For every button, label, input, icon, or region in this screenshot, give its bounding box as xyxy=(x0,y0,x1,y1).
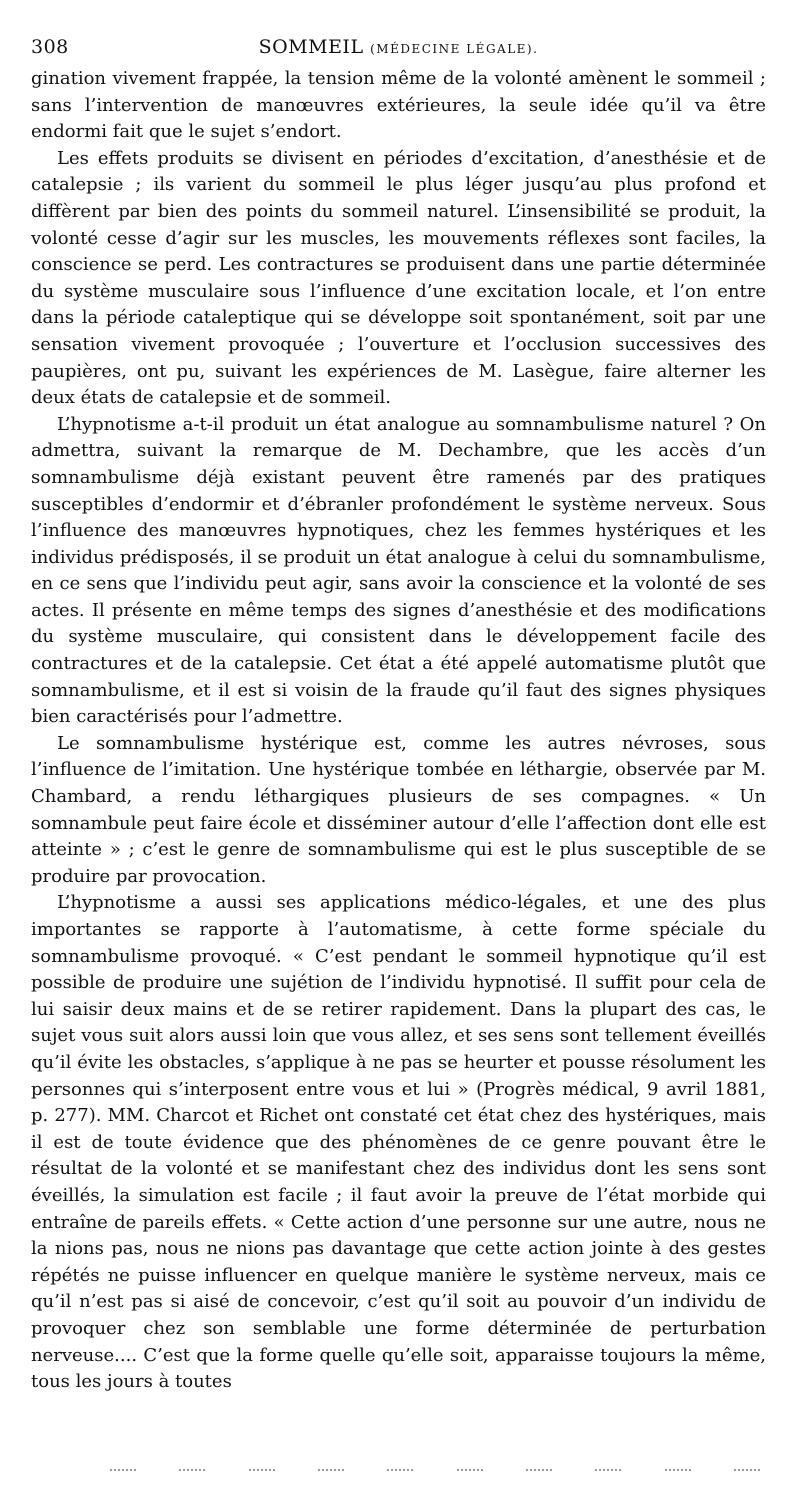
paragraph: Le somnambulisme hystérique est, comme les autres névroses, sous l’influence de l’imitation. Une hystérique tombée en léthargie, observée par M. Chambard, a rendu léthargiques plusieurs de ses compagnes. « Un somnambule peut faire école et disséminer autour d’elle l’affection dont elle est atteinte » ; c’est le genre de somnambulisme qui est le plus susceptible de se produire par provocation. xyxy=(31,732,766,887)
paragraph: L’hypnotisme a-t-il produit un état analogue au somnambulisme naturel ? On admettra, suivant la remarque de M. Dechambre, que les accès d’un somnambulisme déjà existant peuvent être ramenés par des pratiques susceptibles d’endormir et d’ébranler profondément le système nerveux. Sous l’influence des manœuvres hypnotiques, chez les femmes hystériques et les individus prédisposés, il se produit un état analogue à celui du somnambulisme, en ce sens que l’individu peut agir, sans avoir la conscience et la volonté de ses actes. Il présente en même temps des signes d’anesthésie et des modifications du système musculaire, qui consistent dans le développement facile des contractures et de la catalepsie. Cet état a été appelé automatisme plutôt que somnambulisme, et il est si voisin de la fraude qu’il faut des signes physiques bien caractérisés pour l’admettre. xyxy=(31,413,766,728)
page xyxy=(31,30,766,1396)
dot-mark xyxy=(665,1469,691,1473)
bleed-through-dots xyxy=(110,1464,760,1476)
running-head-subtitle: (MÉDECINE LÉGALE). xyxy=(370,42,539,56)
paragraph: gination vivement frappée, la tension même de la volonté amènent le sommeil ; sans l’intervention de manœuvres extérieures, la seule idée qu’il va être endormi fait que le sujet s’endort. xyxy=(31,68,766,143)
page-number: 308 xyxy=(31,36,69,58)
running-head xyxy=(31,30,766,66)
dot-mark xyxy=(595,1469,621,1473)
dot-mark xyxy=(110,1469,136,1473)
dot-mark xyxy=(318,1469,344,1473)
dot-mark xyxy=(387,1469,413,1473)
dot-mark xyxy=(734,1469,760,1473)
paragraph: Les effets produits se divisent en périodes d’excitation, d’anesthésie et de catalepsie ; ils varient du sommeil le plus léger jusqu’au plus profond et diffèrent par bien des points du sommeil naturel. L’insensibilité se produit, la volonté cesse d’agir sur les muscles, les mouvements réflexes sont faciles, la conscience se perd. Les contractures se produisent dans une partie déterminée du système musculaire sous l’influence d’une excitation locale, et l’on entre dans la période cataleptique qui se développe soit spontanément, soit par une sensation vivement provoquée ; l’ouverture et l’occlusion successives des paupières, ont pu, suivant les expériences de M. Lasègue, faire alterner les deux états de catalepsie et de sommeil. xyxy=(31,147,766,409)
running-head-title: SOMMEIL xyxy=(258,36,364,58)
dot-mark xyxy=(457,1469,483,1473)
paragraph: L’hypnotisme a aussi ses applications médico-légales, et une des plus importantes se rapporte à l’automatisme, à cette forme spéciale du somnambulisme provoqué. « C’est pendant le sommeil hypnotique qu’il est possible de produire une sujétion de l’individu hypnotisé. Il suffit pour cela de lui saisir deux mains et de se retirer rapidement. Dans la plupart des cas, le sujet vous suit alors aussi loin que vous allez, et ses sens sont tellement éveillés qu’il évite les obstacles, s’applique à ne pas se heurter et pousse résolument les personnes qui s’interposent entre vous et lui » (Progrès médical, 9 avril 1881, p. 277). MM. Charcot et Richet ont constaté cet état chez des hystériques, mais il est de toute évidence que des phénomènes de ce genre pouvant être le résultat de la volonté et se manifestant chez des individus dont les sens sont éveillés, la simulation est facile ; il faut avoir la preuve de l’état morbide qui entraîne de pareils effets. « Cette action d’une personne sur une autre, nous ne la nions pas, nous ne nions pas davantage que cette action jointe à des gestes répétés ne puisse influencer en quelque manière le système nerveux, mais ce qu’il n’est pas si aisé de concevoir, c’est qu’il soit au pouvoir d’un individu de provoquer chez son semblable une forme déterminée de perturbation nerveuse.... C’est que la forme quelle qu’elle soit, apparaisse toujours la même, tous les jours à toutes xyxy=(31,892,766,1393)
dot-mark xyxy=(249,1469,275,1473)
body-text xyxy=(31,66,766,1396)
page-header xyxy=(31,30,766,64)
dot-mark xyxy=(526,1469,552,1473)
dot-mark xyxy=(179,1469,205,1473)
